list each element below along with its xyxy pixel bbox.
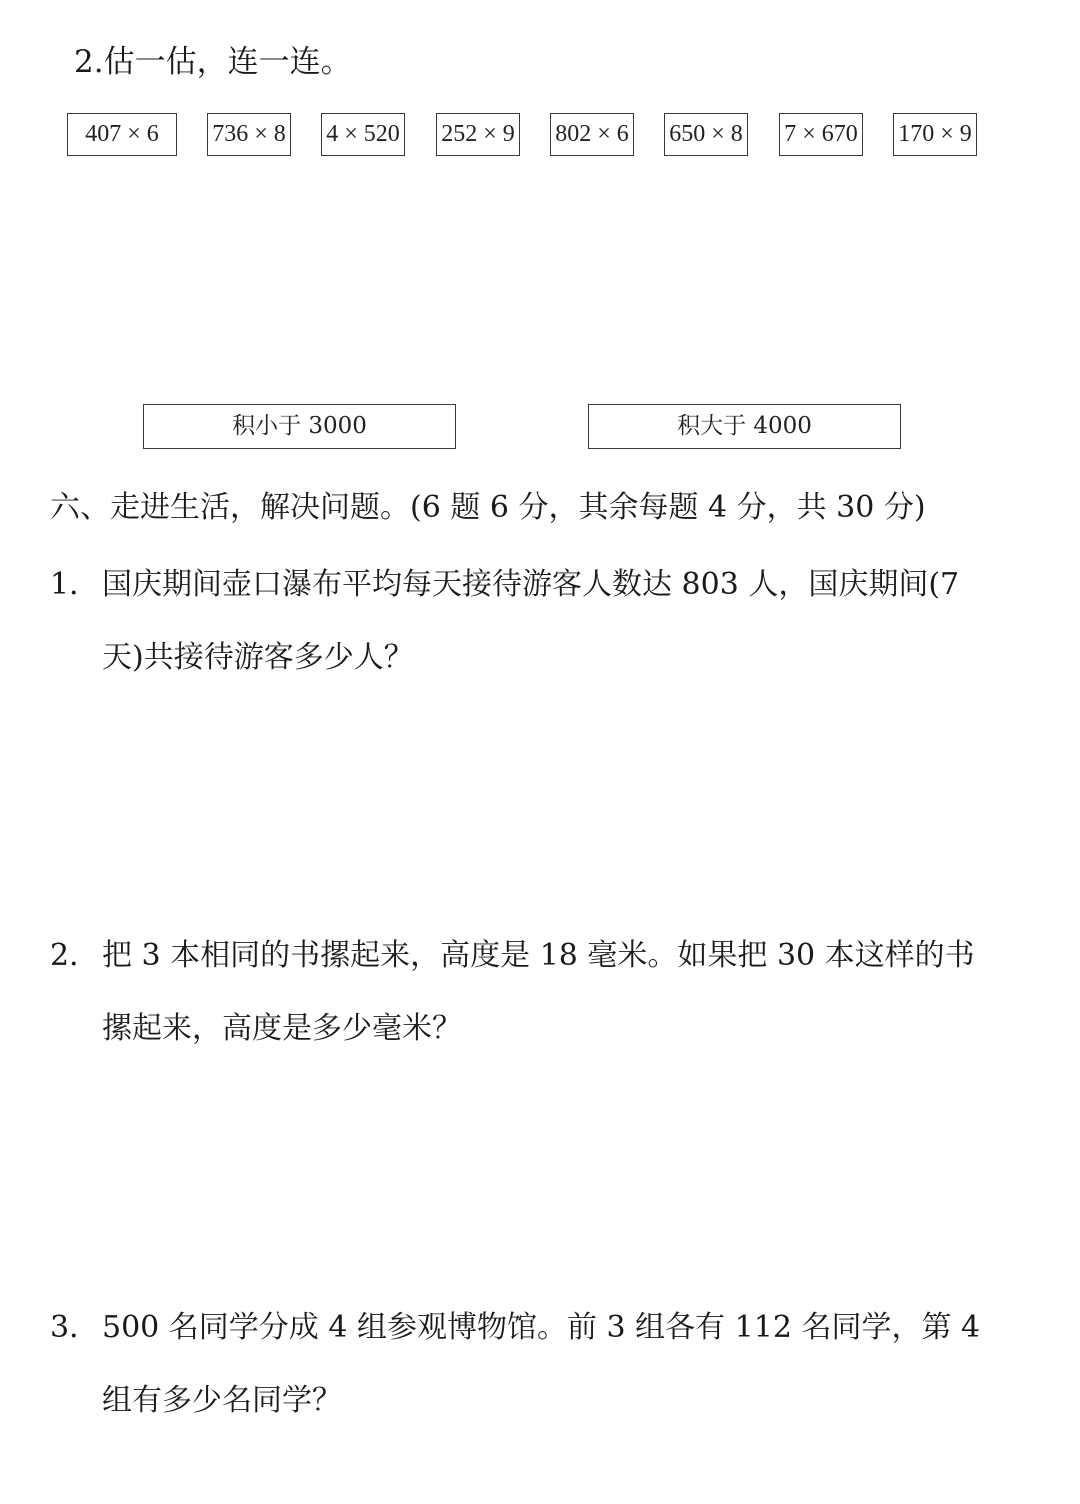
question-text-line: 天)共接待游客多少人？ xyxy=(102,640,414,675)
target-box-less-than[interactable]: 积小于 3000 xyxy=(143,404,456,449)
question-text-line: 摞起来，高度是多少毫米？ xyxy=(102,1011,462,1046)
question-number: 2． xyxy=(50,938,100,973)
expression-box[interactable]: 4 × 520 xyxy=(321,113,405,156)
expression-box[interactable]: 802 × 6 xyxy=(550,113,634,156)
target-box-greater-than[interactable]: 积大于 4000 xyxy=(588,404,901,449)
question-text-line: 组有多少名同学？ xyxy=(102,1383,342,1418)
expression-box[interactable]: 7 × 670 xyxy=(779,113,863,156)
question-number: 3． xyxy=(50,1310,100,1345)
expression-box[interactable]: 252 × 9 xyxy=(436,113,520,156)
expression-box[interactable]: 650 × 8 xyxy=(664,113,748,156)
estimate-section-title: 2.估一估，连一连。 xyxy=(74,44,352,80)
question-text-line: 把 3 本相同的书摞起来，高度是 18 毫米。如果把 30 本这样的书 xyxy=(102,938,975,973)
expression-box[interactable]: 407 × 6 xyxy=(67,113,177,156)
question-text-line: 500 名同学分成 4 组参观博物馆。前 3 组各有 112 名同学，第 4 xyxy=(102,1310,981,1345)
question-text-line: 国庆期间壶口瀑布平均每天接待游客人数达 803 人，国庆期间(7 xyxy=(102,567,960,602)
question-number: 1． xyxy=(50,567,100,602)
part-six-heading: 六、走进生活，解决问题。(6 题 6 分，其余每题 4 分，共 30 分) xyxy=(50,490,926,525)
expression-box[interactable]: 736 × 8 xyxy=(207,113,291,156)
expression-box[interactable]: 170 × 9 xyxy=(893,113,977,156)
